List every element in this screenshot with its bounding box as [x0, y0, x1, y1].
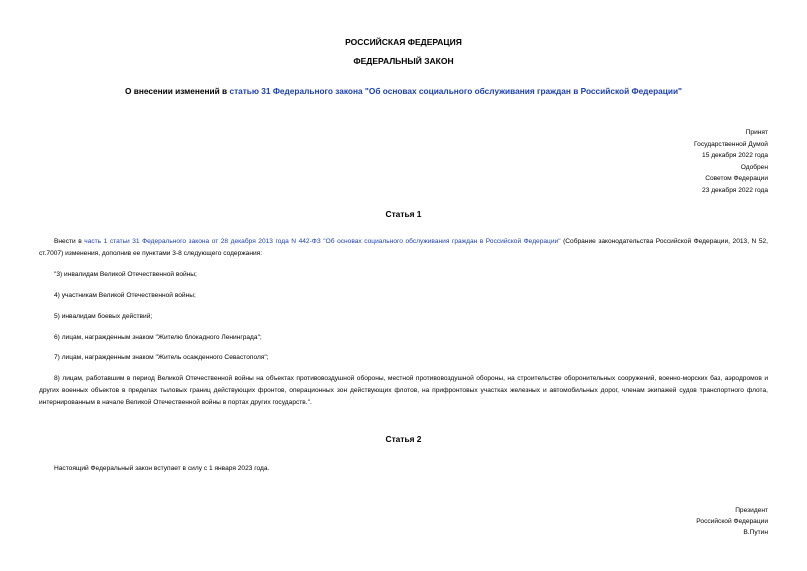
- article-1-item: 6) лицам, награжденным знаком "Жителю блокадного Ленинграда";: [54, 334, 262, 341]
- adoption-date: 15 декабря 2022 года: [702, 152, 768, 160]
- law-title: [0, 86, 807, 96]
- article-1-item: 8) лицам, работавшим в период Великой Отечественной войны на объектах противовоздушной обороны, местной противовоздушной обороны, на строительстве оборонительных сооружений, военно-морских баз, аэродромов и других военных объектов в пределах тыловых границ действующих фронтов, операционных зон действующих флотов, на прифронтовых участках железных и автомобильных дорог, членам экипажей судов транспортного флота, интернированным в начале Великой Отечественной войны в портах других государств.".: [39, 375, 768, 406]
- law-title-prefix: О внесении изменений в: [125, 86, 230, 96]
- signature-position: Президент: [735, 507, 768, 514]
- intro-suffix: (Собрание законодательства Российской Федерации, 2013, N 52, ст.7007) изменения, дополнив ее пунктами 3-8 следующего содержания:: [39, 238, 769, 257]
- article-2-text: Настоящий Федеральный закон вступает в силу с 1 января 2023 года.: [54, 465, 270, 472]
- intro-prefix: Внести в: [54, 238, 85, 245]
- approval-date: 23 декабря 2022 года: [702, 186, 768, 194]
- approval-line: Одобрен: [740, 163, 768, 171]
- amended-law-link[interactable]: часть 1 статьи 31 Федерального закона от 28 декабря 2013 года N 442-ФЗ "Об основах социального обслуживания граждан в Российской Федерации": [84, 238, 561, 245]
- law-type-heading: ФЕДЕРАЛЬНЫЙ ЗАКОН: [353, 56, 454, 66]
- adoption-block: [694, 127, 768, 197]
- article-1-intro: [39, 236, 768, 260]
- adoption-line: Принят: [745, 129, 768, 136]
- article-1-item: 7) лицам, награжденным знаком "Житель осажденного Севастополя";: [54, 354, 269, 361]
- article-1-item: 4) участникам Великой Отечественной войны;: [54, 292, 196, 299]
- adoption-line: Государственной Думой: [694, 140, 768, 148]
- approval-line: Советом Федерации: [705, 175, 768, 183]
- law-title-link[interactable]: статью 31 Федерального закона "Об основах социального обслуживания граждан в Российской Федерации": [229, 86, 682, 96]
- article-1-title: Статья 1: [385, 209, 422, 219]
- article-2-title: Статья 2: [385, 434, 422, 444]
- signature-name: В.Путин: [743, 529, 768, 537]
- signature-position: Российской Федерации: [696, 518, 768, 526]
- country-heading: РОССИЙСКАЯ ФЕДЕРАЦИЯ: [345, 37, 462, 47]
- article-1-item: "3) инвалидам Великой Отечественной войны;: [54, 271, 197, 278]
- signature-block: [696, 505, 768, 539]
- article-1-item: 5) инвалидам боевых действий;: [54, 313, 153, 320]
